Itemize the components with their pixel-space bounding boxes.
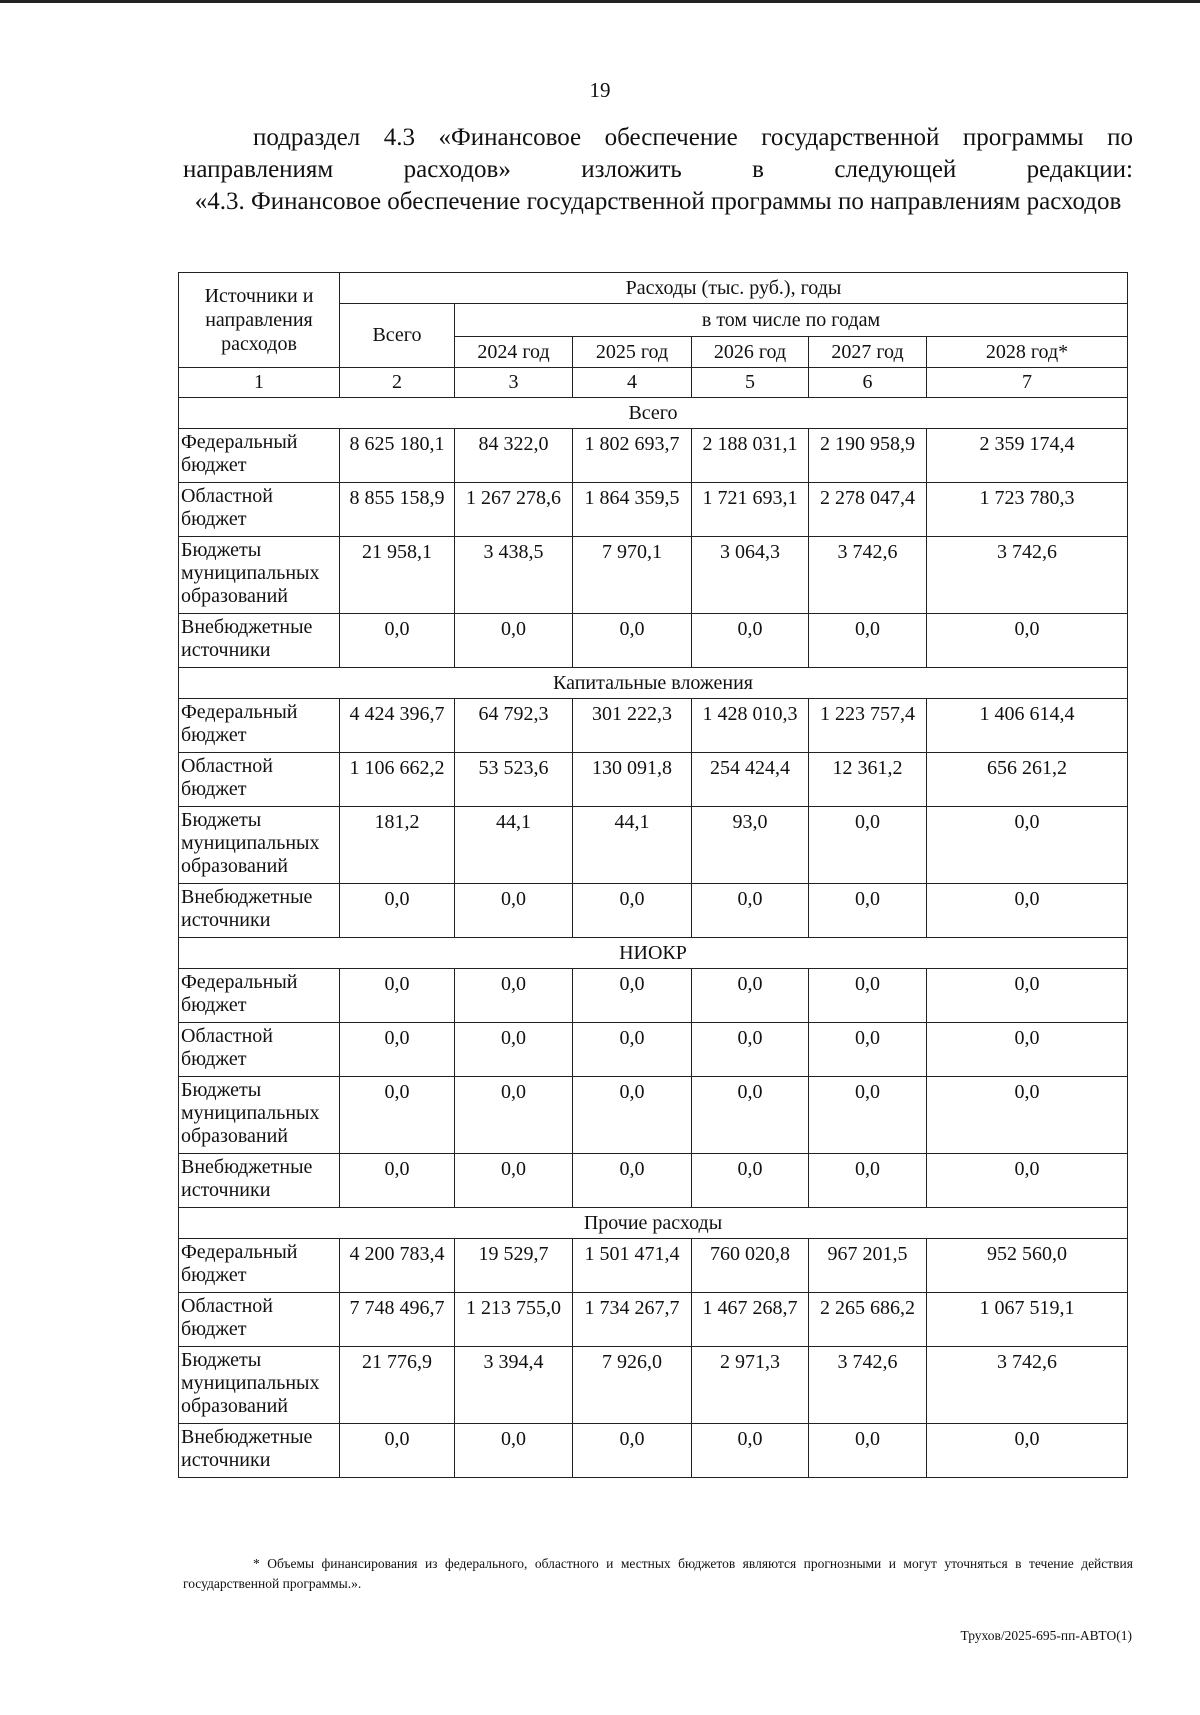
value-cell: 0,0 xyxy=(927,614,1128,668)
value-cell: 0,0 xyxy=(809,1023,927,1077)
value-cell: 1 406 614,4 xyxy=(927,699,1128,753)
table-row xyxy=(179,1239,1128,1293)
column-number: 7 xyxy=(927,368,1128,398)
section-title: Всего xyxy=(179,398,1128,429)
value-cell: 0,0 xyxy=(455,1424,573,1478)
value-cell: 0,0 xyxy=(927,1154,1128,1208)
value-cell: 1 223 757,4 xyxy=(809,699,927,753)
row-label: Областной бюджет xyxy=(179,483,340,537)
value-cell: 0,0 xyxy=(809,884,927,938)
row-label: Федеральный бюджет xyxy=(179,699,340,753)
header-sources: Источники и направления расходов xyxy=(179,273,340,368)
value-cell: 0,0 xyxy=(692,1424,809,1478)
column-number: 1 xyxy=(179,368,340,398)
header-total: Всего xyxy=(340,304,455,368)
intro-block xyxy=(183,122,1133,218)
header-year-2025: 2025 год xyxy=(573,337,692,368)
row-label: Федеральный бюджет xyxy=(179,429,340,483)
value-cell: 0,0 xyxy=(340,884,455,938)
value-cell: 0,0 xyxy=(573,1077,692,1154)
value-cell: 1 501 471,4 xyxy=(573,1239,692,1293)
value-cell: 7 926,0 xyxy=(573,1347,692,1424)
value-cell: 0,0 xyxy=(809,969,927,1023)
table-row xyxy=(179,614,1128,668)
value-cell: 0,0 xyxy=(573,969,692,1023)
column-number: 2 xyxy=(340,368,455,398)
table-row xyxy=(179,1154,1128,1208)
value-cell: 1 467 268,7 xyxy=(692,1293,809,1347)
value-cell: 1 721 693,1 xyxy=(692,483,809,537)
value-cell: 3 742,6 xyxy=(809,537,927,614)
value-cell: 0,0 xyxy=(455,614,573,668)
value-cell: 0,0 xyxy=(692,1154,809,1208)
value-cell: 0,0 xyxy=(340,1154,455,1208)
row-label: Федеральный бюджет xyxy=(179,1239,340,1293)
intro-paragraph: подраздел 4.3 «Финансовое обеспечение государственной программы по направлениям расходов» изложить в следующей редакции: xyxy=(183,124,1133,183)
section-title: Прочие расходы xyxy=(179,1208,1128,1239)
value-cell: 1 213 755,0 xyxy=(455,1293,573,1347)
row-label: Бюджеты муниципальных образований xyxy=(179,807,340,884)
value-cell: 1 267 278,6 xyxy=(455,483,573,537)
value-cell: 3 742,6 xyxy=(927,1347,1128,1424)
table-row xyxy=(179,1077,1128,1154)
value-cell: 967 201,5 xyxy=(809,1239,927,1293)
value-cell: 19 529,7 xyxy=(455,1239,573,1293)
value-cell: 3 742,6 xyxy=(809,1347,927,1424)
value-cell: 0,0 xyxy=(809,614,927,668)
value-cell: 12 361,2 xyxy=(809,753,927,807)
page-number: 19 xyxy=(589,78,611,102)
value-cell: 0,0 xyxy=(340,614,455,668)
value-cell: 1 428 010,3 xyxy=(692,699,809,753)
value-cell: 0,0 xyxy=(340,1424,455,1478)
value-cell: 84 322,0 xyxy=(455,429,573,483)
value-cell: 0,0 xyxy=(573,1023,692,1077)
value-cell: 1 734 267,7 xyxy=(573,1293,692,1347)
value-cell: 1 106 662,2 xyxy=(340,753,455,807)
value-cell: 53 523,6 xyxy=(455,753,573,807)
value-cell: 21 776,9 xyxy=(340,1347,455,1424)
column-number: 5 xyxy=(692,368,809,398)
header-year-2026: 2026 год xyxy=(692,337,809,368)
column-number: 4 xyxy=(573,368,692,398)
value-cell: 0,0 xyxy=(809,1154,927,1208)
section-heading: «4.3. Финансовое обеспечение государственной программы по направлениям расходов xyxy=(194,188,1122,215)
value-cell: 0,0 xyxy=(927,884,1128,938)
value-cell: 7 748 496,7 xyxy=(340,1293,455,1347)
table-row xyxy=(179,884,1128,938)
row-label: Бюджеты муниципальных образований xyxy=(179,1347,340,1424)
value-cell: 21 958,1 xyxy=(340,537,455,614)
header-year-2028: 2028 год* xyxy=(927,337,1128,368)
value-cell: 301 222,3 xyxy=(573,699,692,753)
row-label: Внебюджетные источники xyxy=(179,614,340,668)
value-cell: 0,0 xyxy=(455,1154,573,1208)
value-cell: 3 742,6 xyxy=(927,537,1128,614)
value-cell: 8 625 180,1 xyxy=(340,429,455,483)
value-cell: 0,0 xyxy=(927,969,1128,1023)
table-row xyxy=(179,1293,1128,1347)
scan-top-edge xyxy=(0,0,1200,3)
value-cell: 0,0 xyxy=(809,1077,927,1154)
header-year-2024: 2024 год xyxy=(455,337,573,368)
value-cell: 0,0 xyxy=(340,1077,455,1154)
value-cell: 952 560,0 xyxy=(927,1239,1128,1293)
table-row xyxy=(179,807,1128,884)
value-cell: 0,0 xyxy=(927,807,1128,884)
value-cell: 0,0 xyxy=(692,969,809,1023)
value-cell: 0,0 xyxy=(573,614,692,668)
row-label: Федеральный бюджет xyxy=(179,969,340,1023)
value-cell: 0,0 xyxy=(692,614,809,668)
value-cell: 130 091,8 xyxy=(573,753,692,807)
value-cell: 1 864 359,5 xyxy=(573,483,692,537)
value-cell: 4 200 783,4 xyxy=(340,1239,455,1293)
table-row xyxy=(179,429,1128,483)
value-cell: 656 261,2 xyxy=(927,753,1128,807)
value-cell: 0,0 xyxy=(927,1023,1128,1077)
value-cell: 0,0 xyxy=(573,1154,692,1208)
table-row xyxy=(179,699,1128,753)
value-cell: 4 424 396,7 xyxy=(340,699,455,753)
financing-table xyxy=(178,272,1128,1478)
table-row xyxy=(179,483,1128,537)
row-label: Бюджеты муниципальных образований xyxy=(179,537,340,614)
value-cell: 0,0 xyxy=(573,1424,692,1478)
value-cell: 0,0 xyxy=(455,1077,573,1154)
row-label: Внебюджетные источники xyxy=(179,884,340,938)
value-cell: 93,0 xyxy=(692,807,809,884)
value-cell: 0,0 xyxy=(455,1023,573,1077)
table-row xyxy=(179,1424,1128,1478)
value-cell: 44,1 xyxy=(573,807,692,884)
row-label: Внебюджетные источники xyxy=(179,1424,340,1478)
value-cell: 64 792,3 xyxy=(455,699,573,753)
value-cell: 1 802 693,7 xyxy=(573,429,692,483)
value-cell: 0,0 xyxy=(455,884,573,938)
header-year-2027: 2027 год xyxy=(809,337,927,368)
table-row xyxy=(179,753,1128,807)
value-cell: 0,0 xyxy=(692,1023,809,1077)
value-cell: 3 064,3 xyxy=(692,537,809,614)
value-cell: 2 278 047,4 xyxy=(809,483,927,537)
row-label: Областной бюджет xyxy=(179,753,340,807)
value-cell: 0,0 xyxy=(340,1023,455,1077)
value-cell: 1 067 519,1 xyxy=(927,1293,1128,1347)
value-cell: 0,0 xyxy=(809,807,927,884)
row-label: Внебюджетные источники xyxy=(179,1154,340,1208)
value-cell: 2 265 686,2 xyxy=(809,1293,927,1347)
document-reference: Трухов/2025-695-пп-АВТО(1) xyxy=(960,1628,1132,1643)
value-cell: 0,0 xyxy=(573,884,692,938)
header-expenses: Расходы (тыс. руб.), годы xyxy=(340,273,1128,304)
value-cell: 3 394,4 xyxy=(455,1347,573,1424)
row-label: Бюджеты муниципальных образований xyxy=(179,1077,340,1154)
value-cell: 254 424,4 xyxy=(692,753,809,807)
table-row xyxy=(179,1347,1128,1424)
value-cell: 44,1 xyxy=(455,807,573,884)
value-cell: 8 855 158,9 xyxy=(340,483,455,537)
footnote: * Объемы финансирования из федерального, областного и местных бюджетов являются прогнозными и могут уточняться в течение действия государственной программы.». xyxy=(183,1556,1133,1591)
column-number: 3 xyxy=(455,368,573,398)
table-row xyxy=(179,537,1128,614)
value-cell: 2 971,3 xyxy=(692,1347,809,1424)
value-cell: 7 970,1 xyxy=(573,537,692,614)
value-cell: 2 188 031,1 xyxy=(692,429,809,483)
value-cell: 1 723 780,3 xyxy=(927,483,1128,537)
value-cell: 0,0 xyxy=(927,1077,1128,1154)
header-by-years: в том числе по годам xyxy=(455,304,1128,337)
row-label: Областной бюджет xyxy=(179,1023,340,1077)
value-cell: 0,0 xyxy=(692,884,809,938)
value-cell: 2 359 174,4 xyxy=(927,429,1128,483)
section-title: НИОКР xyxy=(179,938,1128,969)
value-cell: 3 438,5 xyxy=(455,537,573,614)
value-cell: 0,0 xyxy=(340,969,455,1023)
column-number: 6 xyxy=(809,368,927,398)
value-cell: 0,0 xyxy=(809,1424,927,1478)
section-title: Капитальные вложения xyxy=(179,668,1128,699)
value-cell: 760 020,8 xyxy=(692,1239,809,1293)
value-cell: 2 190 958,9 xyxy=(809,429,927,483)
table-row xyxy=(179,969,1128,1023)
value-cell: 0,0 xyxy=(455,969,573,1023)
table-row xyxy=(179,1023,1128,1077)
row-label: Областной бюджет xyxy=(179,1293,340,1347)
value-cell: 0,0 xyxy=(927,1424,1128,1478)
value-cell: 181,2 xyxy=(340,807,455,884)
value-cell: 0,0 xyxy=(692,1077,809,1154)
